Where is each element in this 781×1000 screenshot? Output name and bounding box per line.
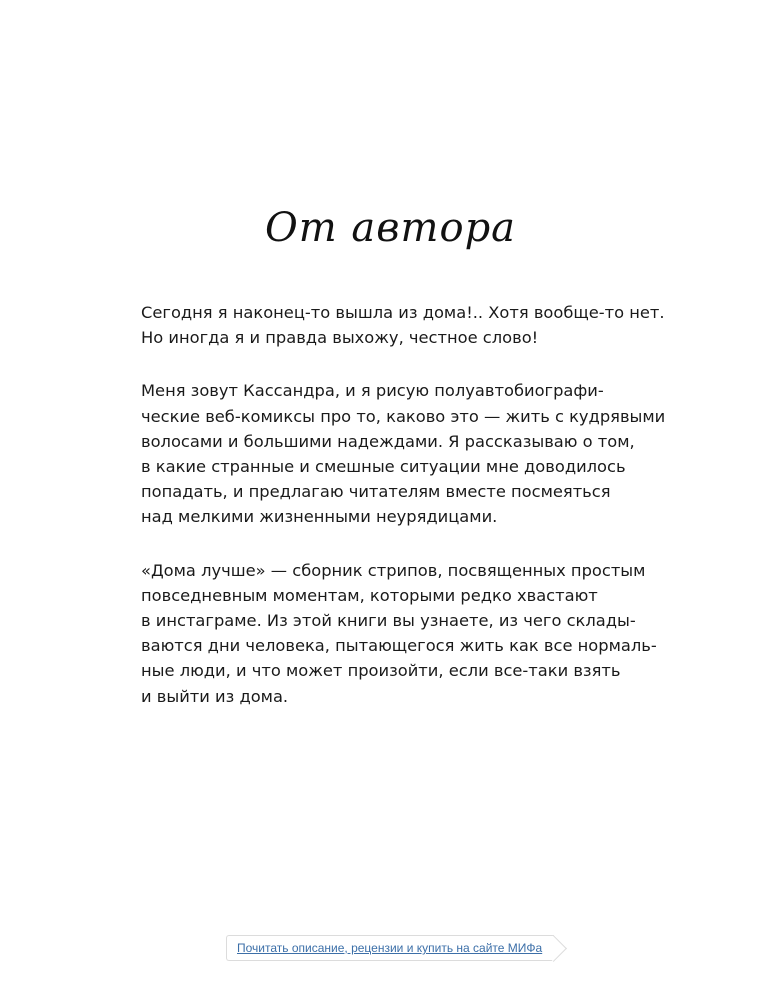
text-line: волосами и большими надеждами. Я рассказываю о том,	[141, 431, 635, 451]
buy-book-link-label: Почитать описание, рецензии и купить на сайте МИФа	[237, 941, 543, 955]
text-line: Сегодня я наконец-то вышла из дома!.. Хотя вообще-то нет.	[141, 303, 665, 322]
text-line: Но иногда я и правда выхожу, честное слово!	[141, 328, 539, 348]
body-text	[141, 300, 666, 737]
buy-book-link[interactable]	[226, 935, 554, 961]
text-line: в какие странные и смешные ситуации мне доводилось	[141, 457, 626, 477]
text-line: «Дома лучше» — сборник стрипов, посвященных простым	[141, 560, 646, 580]
text-line: в инстаграме. Из этой книги вы узнаете, из чего склады-	[141, 611, 636, 631]
paragraph-2	[141, 378, 666, 529]
paragraph-1	[141, 300, 665, 350]
page-title: От автора	[264, 205, 517, 251]
text-line: ваются дни человека, пытающегося жить как все нормаль-	[141, 636, 657, 656]
paragraph-3	[141, 558, 661, 709]
text-line: ные люди, и что может произойти, если все-таки взять	[141, 661, 621, 681]
text-line: повседневным моментам, которыми редко хвастают	[141, 585, 598, 605]
text-line: и выйти из дома.	[141, 686, 289, 706]
text-line: попадать, и предлагаю читателям вместе посмеяться	[141, 482, 611, 502]
text-line: над мелкими жизненными неурядицами.	[141, 507, 498, 527]
text-line: ческие веб-комиксы про то, каково это — жить с кудрявыми	[141, 406, 666, 426]
text-line: Меня зовут Кассандра, и я рисую полуавтобиографи-	[141, 381, 604, 401]
